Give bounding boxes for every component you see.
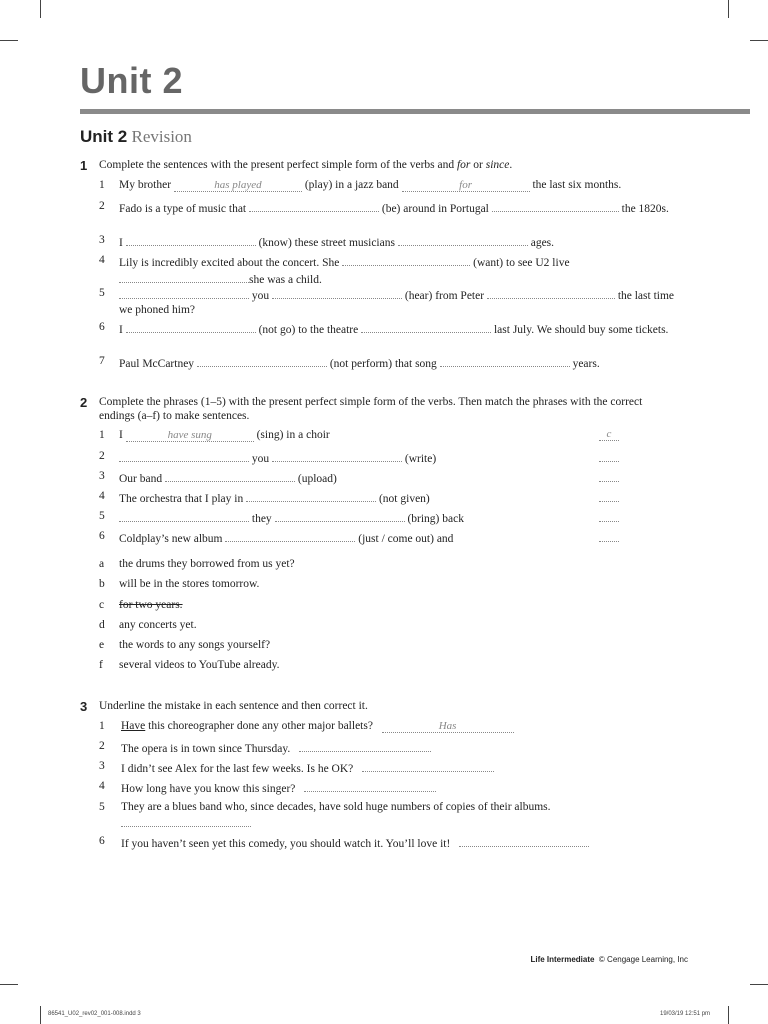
footer-copyright: © Cengage Learning, Inc [598,955,688,964]
crop-mark [0,984,18,985]
answer-blank[interactable] [440,355,570,367]
crop-mark [750,40,768,41]
crop-mark [750,984,768,985]
match-blank[interactable] [599,510,619,522]
footer-book: Life Intermediate [530,955,595,964]
answer-blank[interactable] [225,530,355,542]
footer [530,955,688,964]
title-rule [80,109,750,114]
answer-blank[interactable] [342,254,470,266]
exercise-1-number: 1 [80,158,88,173]
answer-blank[interactable]: has played [174,180,302,192]
answer-blank[interactable]: for [402,180,530,192]
answer-blank[interactable] [119,287,249,299]
answer-blank[interactable] [197,355,327,367]
match-blank[interactable]: c [599,429,619,441]
exercise-2-number: 2 [80,395,88,410]
match-blank[interactable] [599,490,619,502]
crop-mark [728,1006,729,1024]
underlined-mistake: Have [121,720,146,732]
answer-blank[interactable] [487,287,615,299]
answer-blank[interactable] [119,271,249,283]
exercise-3-instruction: Underline the mistake in each sentence and then correct it. [99,700,368,712]
answer-blank[interactable]: have sung [126,430,254,442]
exercise-1-instruction: Complete the sentences with the present perfect simple form of the verbs and for or since. [99,159,513,171]
page-title: Unit 2 [80,60,184,101]
exercise-2-instruction: Complete the phrases (1–5) with the present perfect simple form of the verbs. Then match the phrases with the correct endings (a–f) to make sentences. [99,396,643,422]
match-blank[interactable] [599,470,619,482]
crop-mark [0,40,18,41]
answer-blank[interactable] [459,835,589,847]
answer-blank[interactable]: Has [382,721,514,733]
answer-blank[interactable] [249,200,379,212]
crop-mark [728,0,729,18]
crop-mark [40,1006,41,1024]
slug-file: 86541_U02_rev02_001-008.indd 3 [48,1011,141,1017]
match-blank[interactable] [599,450,619,462]
answer-blank[interactable] [275,510,405,522]
answer-blank[interactable] [246,490,376,502]
answer-blank[interactable] [492,200,619,212]
section-title [80,127,192,147]
answer-blank[interactable] [272,450,402,462]
answer-blank[interactable] [119,450,249,462]
answer-blank[interactable] [361,321,491,333]
answer-blank[interactable] [121,815,251,827]
section-revision: Revision [131,127,192,146]
answer-blank[interactable] [165,470,295,482]
slug-date: 19/03/19 12:51 pm [660,1011,711,1017]
section-unit: Unit 2 [80,127,128,146]
answer-blank[interactable] [304,780,436,792]
crop-mark [40,0,41,18]
answer-blank[interactable] [119,510,249,522]
answer-blank[interactable] [299,740,431,752]
exercise-3-number: 3 [80,699,88,714]
answer-blank[interactable] [398,234,528,246]
answer-blank[interactable] [362,760,494,772]
answer-blank[interactable] [126,234,256,246]
answer-blank[interactable] [272,287,402,299]
answer-blank[interactable] [126,321,256,333]
match-blank[interactable] [599,530,619,542]
